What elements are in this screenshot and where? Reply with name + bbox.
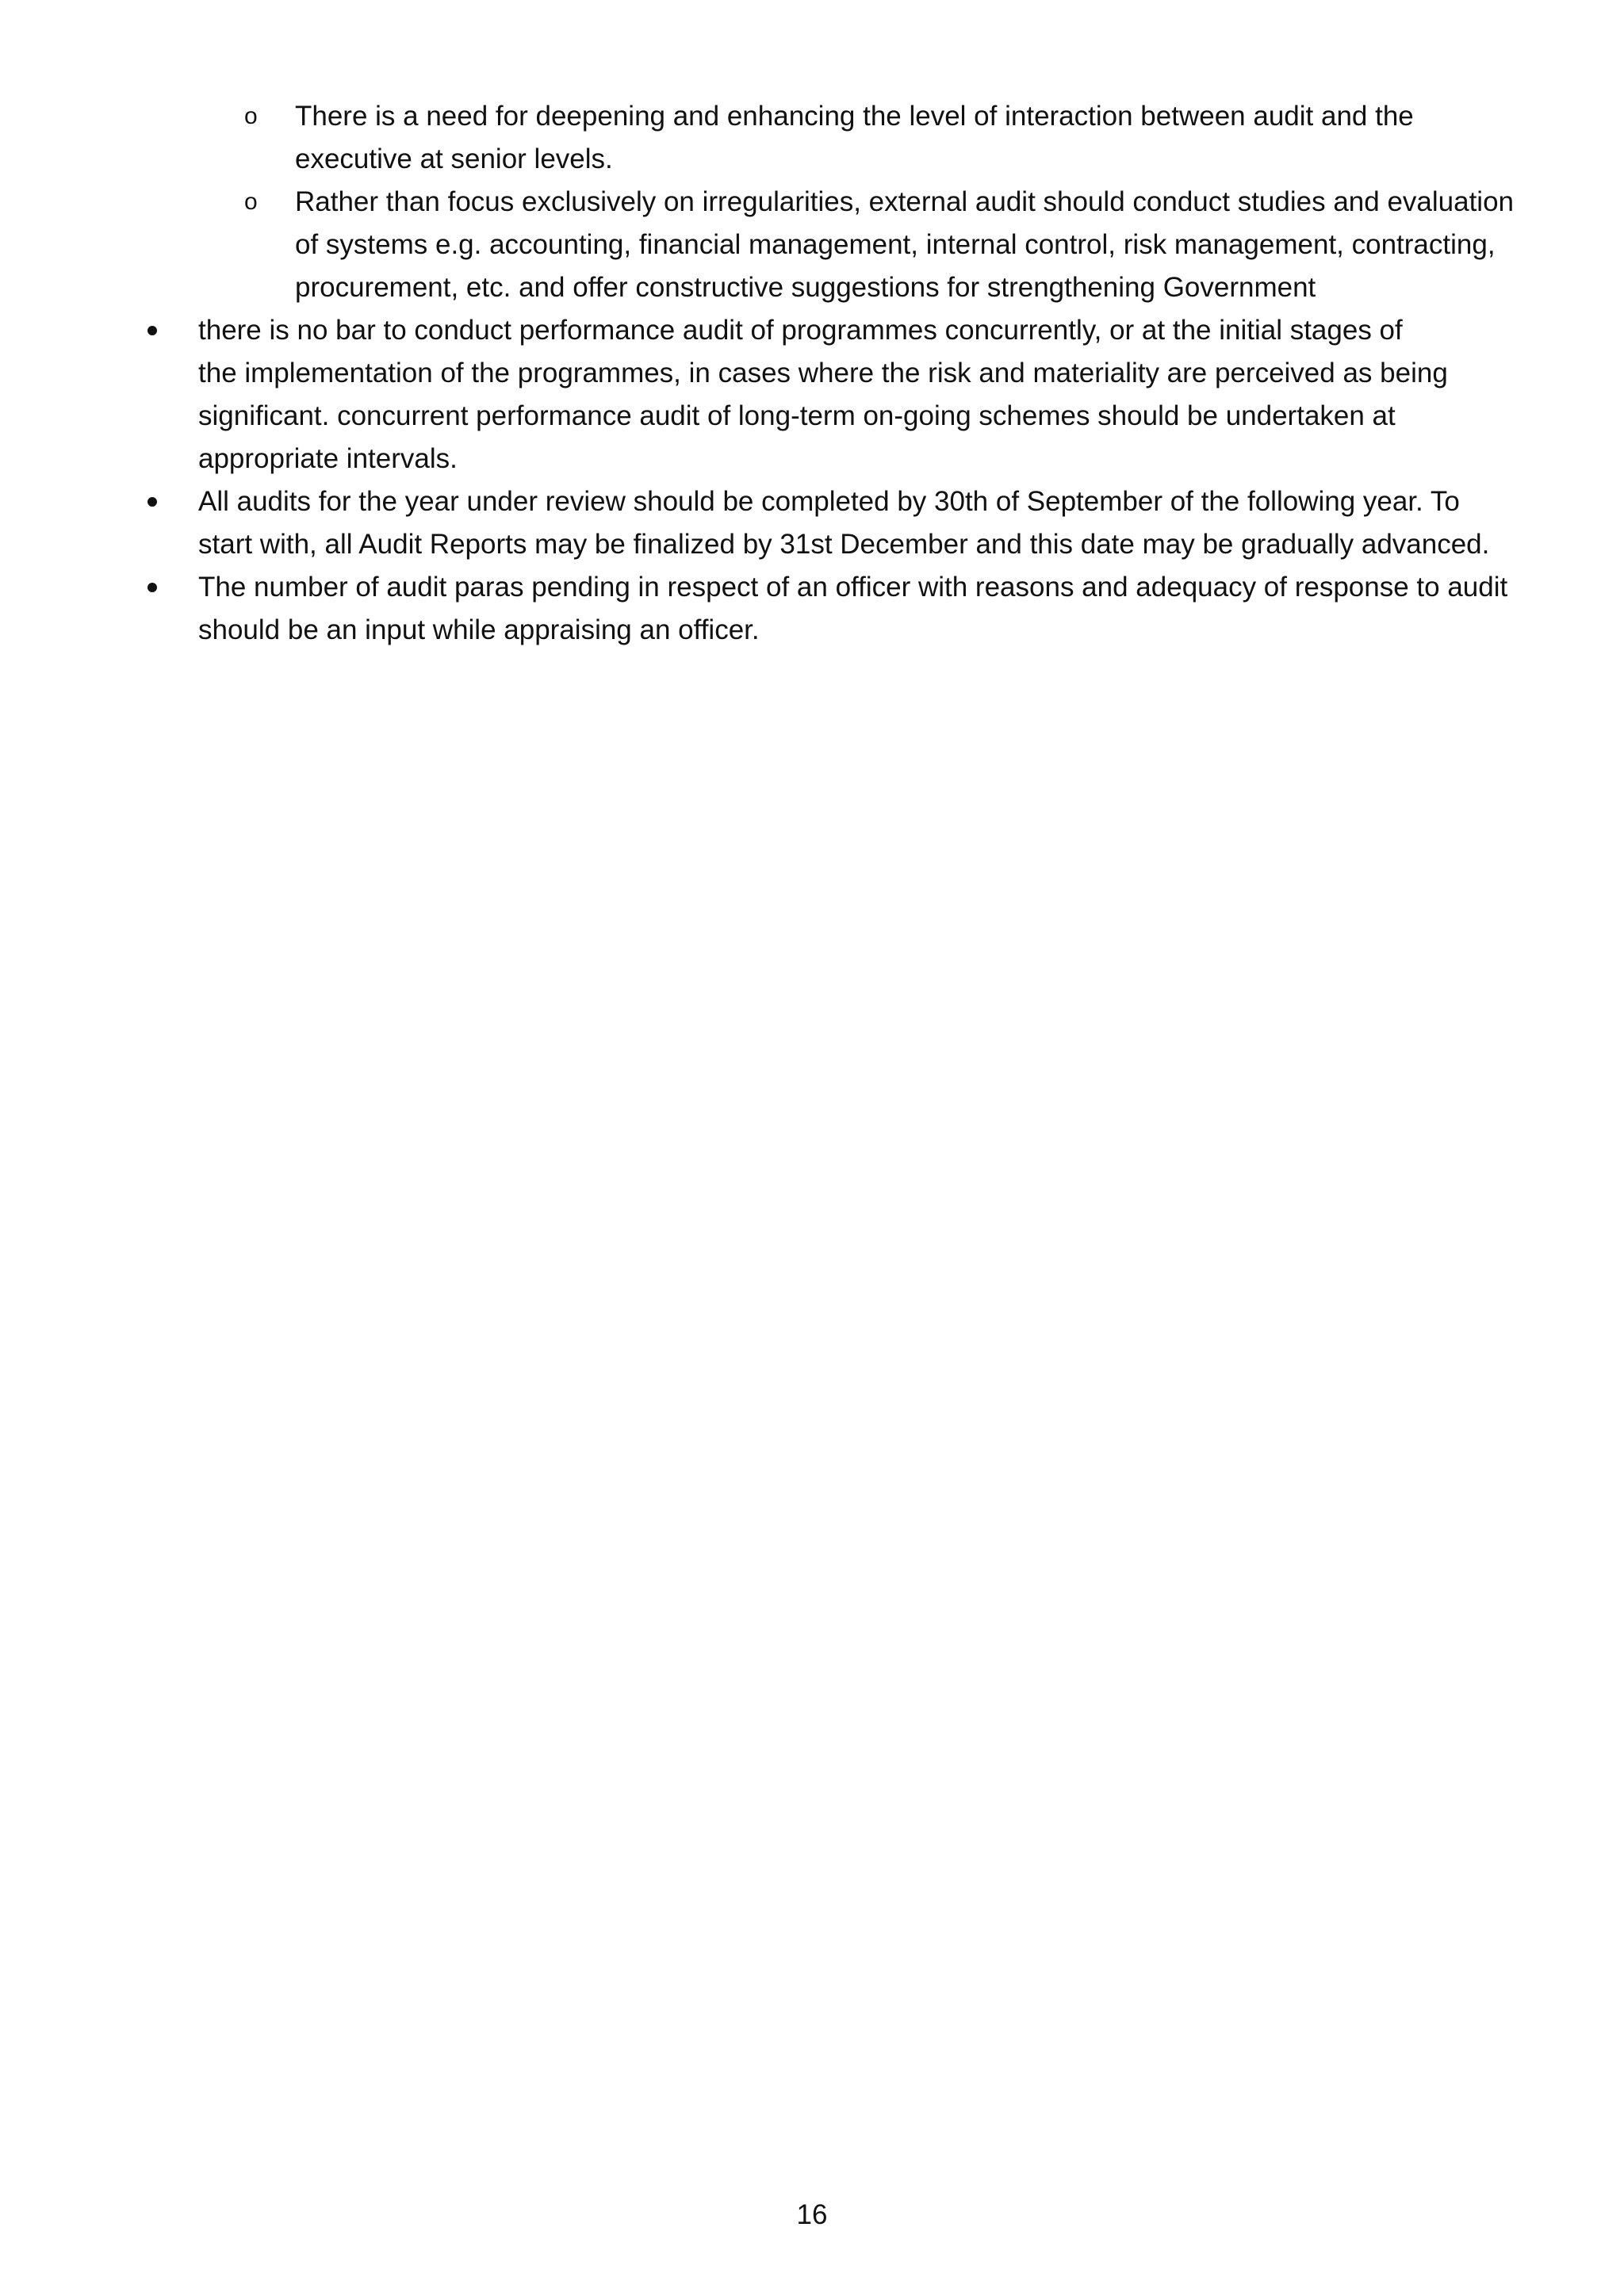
page-number: 16 [796,2199,828,2230]
hollow-circle-bullet-icon: o [244,103,258,129]
bullet-dot-icon [147,566,179,609]
hollow-circle-bullet-icon: o [244,189,258,215]
bullet-dot-icon [147,309,179,352]
sub-list-item [244,181,1576,311]
sub-list-item [244,95,1561,182]
list-item [147,309,1527,480]
sub-list-item-text: There is a need for deepening and enhancing the level of interaction between audit and the executive at senior levels. [295,101,1414,174]
list-item-text: All audits for the year under review should be completed by 30th of September of the following year. To start with, all Audit Reports may be finalized by 31st December and this date may be gradually advanced. [198,486,1490,560]
list-item [147,480,1527,566]
bullet-dot-icon [147,480,179,523]
list-item-text: The number of audit paras pending in respect of an officer with reasons and adequacy of response to audit should be an input while appraising an officer. [198,572,1508,645]
sub-list-item-text: Rather than focus exclusively on irregularities, external audit should conduct studies and evaluation of systems e.g. accounting, financial management, internal control, risk management, contracting, procurement, etc. and offer constructive suggestions for strengthening Government [295,186,1515,303]
list-item [147,566,1527,652]
list-item-text: there is no bar to conduct performance audit of programmes concurrently, or at the initial stages of the implementation of the programmes, in cases where the risk and materiality are perceived as being significant. concurrent performance audit of long-term on-going schemes should be undertaken at appropriate intervals. [198,315,1448,474]
